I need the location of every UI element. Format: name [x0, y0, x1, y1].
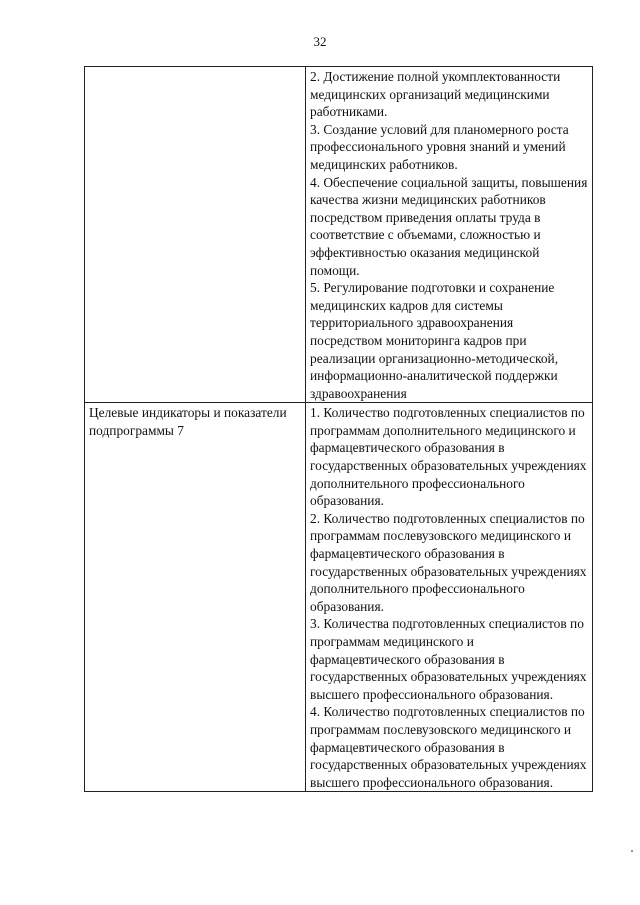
- list-item: 3. Количества подготовленных специалистов по программам медицинского и фармацевтического образования в государственных образовательных учреждениях высшего профессионального образования.: [310, 616, 587, 702]
- row-content-cell: [306, 403, 593, 792]
- list-item: 4. Количество подготовленных специалистов по программам послевузовского медицинского и фармацевтического образования в государственных образовательных учреждениях высшего профессионального образования.: [310, 704, 587, 790]
- table-row: [85, 67, 593, 403]
- scan-artifact: [631, 850, 633, 852]
- row-label-cell: [85, 67, 306, 403]
- list-item: 4. Обеспечение социальной защиты, повышения качества жизни медицинских работников посредством приведения оплаты труда в соответствие с объемами, сложностью и эффективностью оказания медицинской помощи.: [310, 174, 588, 278]
- list-item: 1. Количество подготовленных специалистов по программам дополнительного медицинского и фармацевтического образования в государственных образовательных учреждениях дополнительного профессионального образования.: [310, 405, 587, 509]
- table-row: [85, 403, 593, 792]
- list-item: 2. Количество подготовленных специалистов по программам послевузовского медицинского и фармацевтического образования в государственных образовательных учреждениях дополнительного профессионального образования.: [310, 510, 587, 614]
- program-table: [84, 66, 593, 792]
- row-content-cell: [306, 67, 593, 403]
- list-item: 2. Достижение полной укомплектованности медицинских организаций медицинскими работниками.: [310, 69, 561, 120]
- list-item: 3. Создание условий для планомерного роста профессионального уровня знаний и умений медицинских работников.: [310, 121, 569, 172]
- list-item: 5. Регулирование подготовки и сохранение медицинских кадров для системы территориального здравоохранения посредством мониторинга кадров при реализации организационно-методической, информационно-аналитической поддержки здравоохранения: [310, 280, 559, 401]
- page-number: 32: [313, 34, 327, 49]
- row-label-cell: Целевые индикаторы и показатели подпрограммы 7: [85, 403, 306, 792]
